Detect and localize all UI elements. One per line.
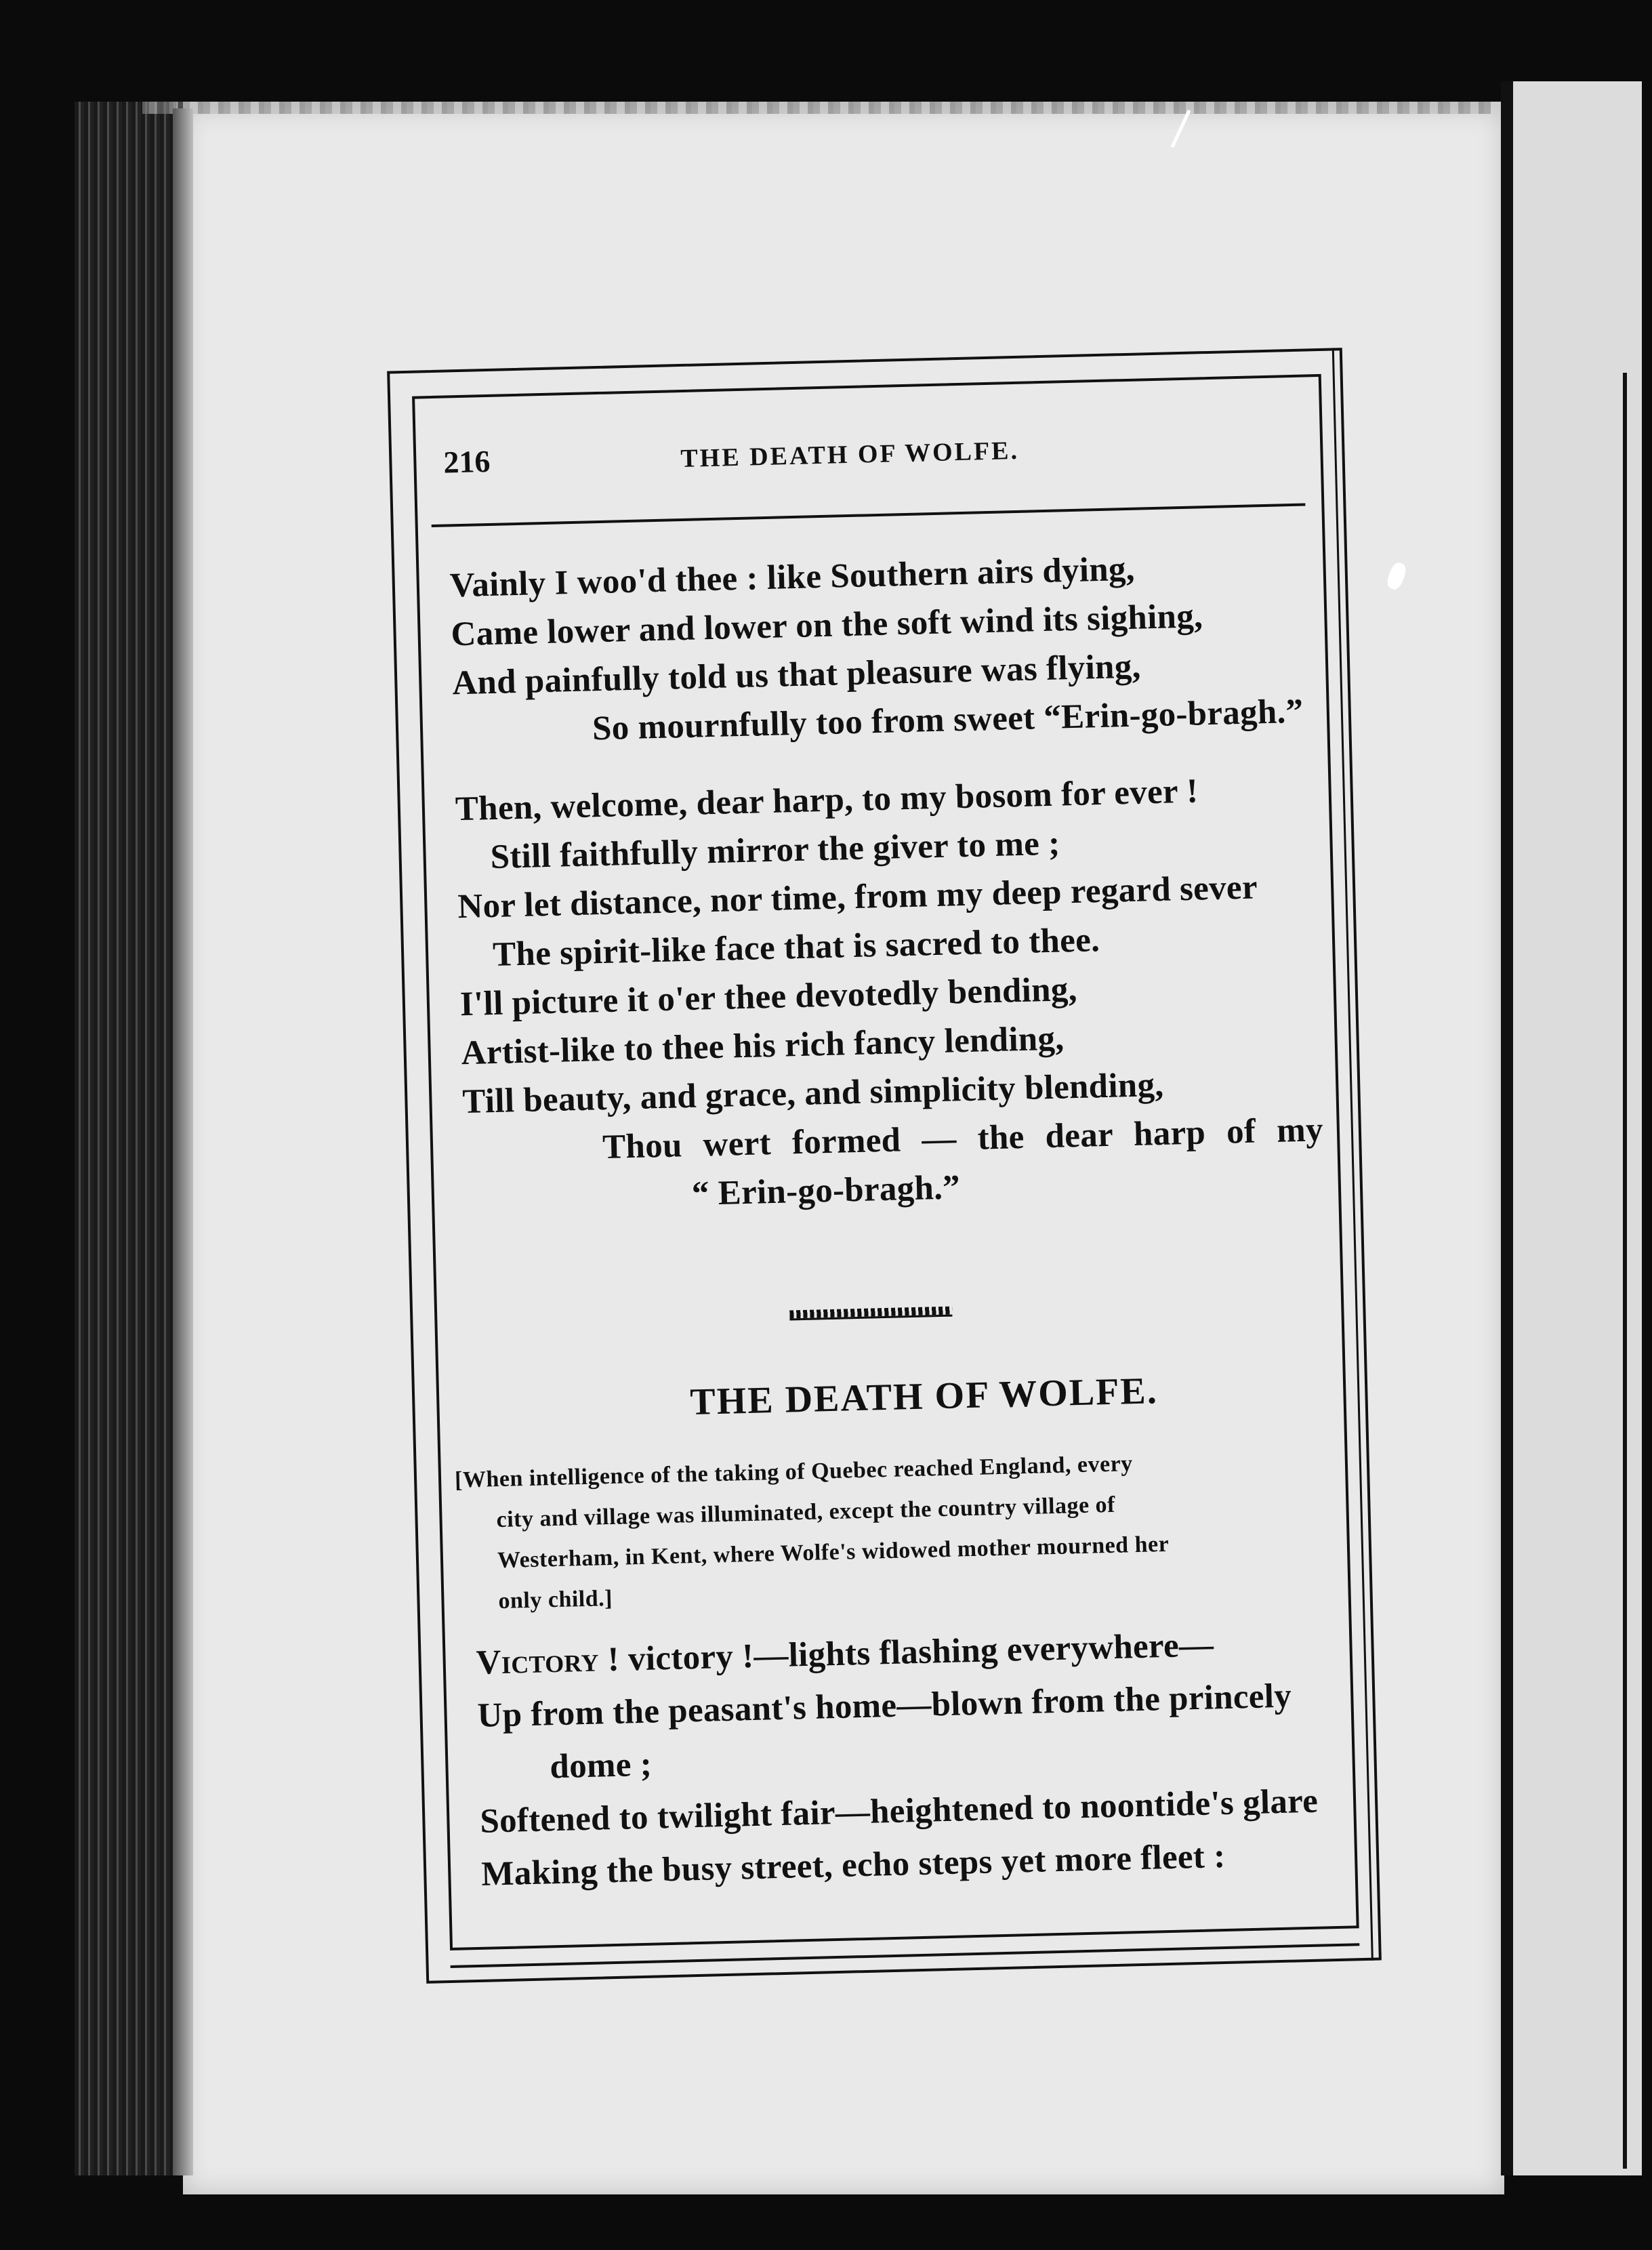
verse-line: Nor let distance, nor time, from my deep regard sever: [457, 868, 1258, 926]
verse-line: Thou wert formed — the dear harp of my: [602, 1111, 1324, 1167]
verse-line: Still faithfully mirror the giver to me ;: [490, 824, 1061, 877]
verse-line: Vainly I woo'd thee : like Southern airs dying,: [449, 550, 1136, 605]
facing-page-rule: [1623, 373, 1627, 2169]
running-title: THE DEATH OF WOLFE.: [680, 436, 1020, 474]
verse-line: Till beauty, and grace, and simplicity blending,: [461, 1065, 1164, 1122]
verse-line: Then, welcome, dear harp, to my bosom for ever !: [455, 772, 1199, 829]
verse-line: Artist-like to thee his rich fancy lending,: [461, 1019, 1065, 1073]
verse-line-rest: ! victory !—lights flashing everywhere—: [598, 1626, 1214, 1679]
facing-page-edge: [1501, 81, 1642, 2175]
verse-line: dome ;: [549, 1745, 653, 1786]
headnote-line: city and village was illuminated, except the country village of: [496, 1492, 1116, 1533]
verse-line: Came lower and lower on the soft wind its sighing,: [450, 597, 1203, 654]
headnote-line: [When intelligence of the taking of Quebec reached England, every: [454, 1451, 1134, 1493]
page-gutter: [173, 108, 193, 2175]
page-number: 216: [442, 443, 491, 480]
verse-line: The spirit-like face that is sacred to thee.: [492, 921, 1100, 975]
verse-line: Making the busy street, echo steps yet more fleet :: [480, 1837, 1226, 1894]
verse-line: And painfully told us that pleasure was flying,: [451, 647, 1142, 703]
headnote-line: Westerham, in Kent, where Wolfe's widowed mother mourned her: [497, 1531, 1170, 1574]
headnote-line: only child.]: [498, 1585, 613, 1614]
poem-title: THE DEATH OF WOLFE.: [689, 1370, 1159, 1424]
verse-line: “ Erin-go-bragh.”: [691, 1168, 961, 1213]
page-top-edge: [142, 102, 1491, 114]
first-word-small-caps: Victory: [476, 1641, 600, 1682]
book-page-stack: [75, 102, 178, 2175]
verse-line: So mournfully too from sweet “Erin-go-bragh.”: [592, 692, 1304, 748]
pasted-clipping: [387, 348, 1382, 1984]
verse-line: Up from the peasant's home—blown from the princely: [476, 1677, 1292, 1735]
verse-line: I'll picture it o'er thee devotedly bending,: [459, 970, 1078, 1024]
verse-line: Softened to twilight fair—heightened to noontide's glare: [479, 1782, 1319, 1841]
